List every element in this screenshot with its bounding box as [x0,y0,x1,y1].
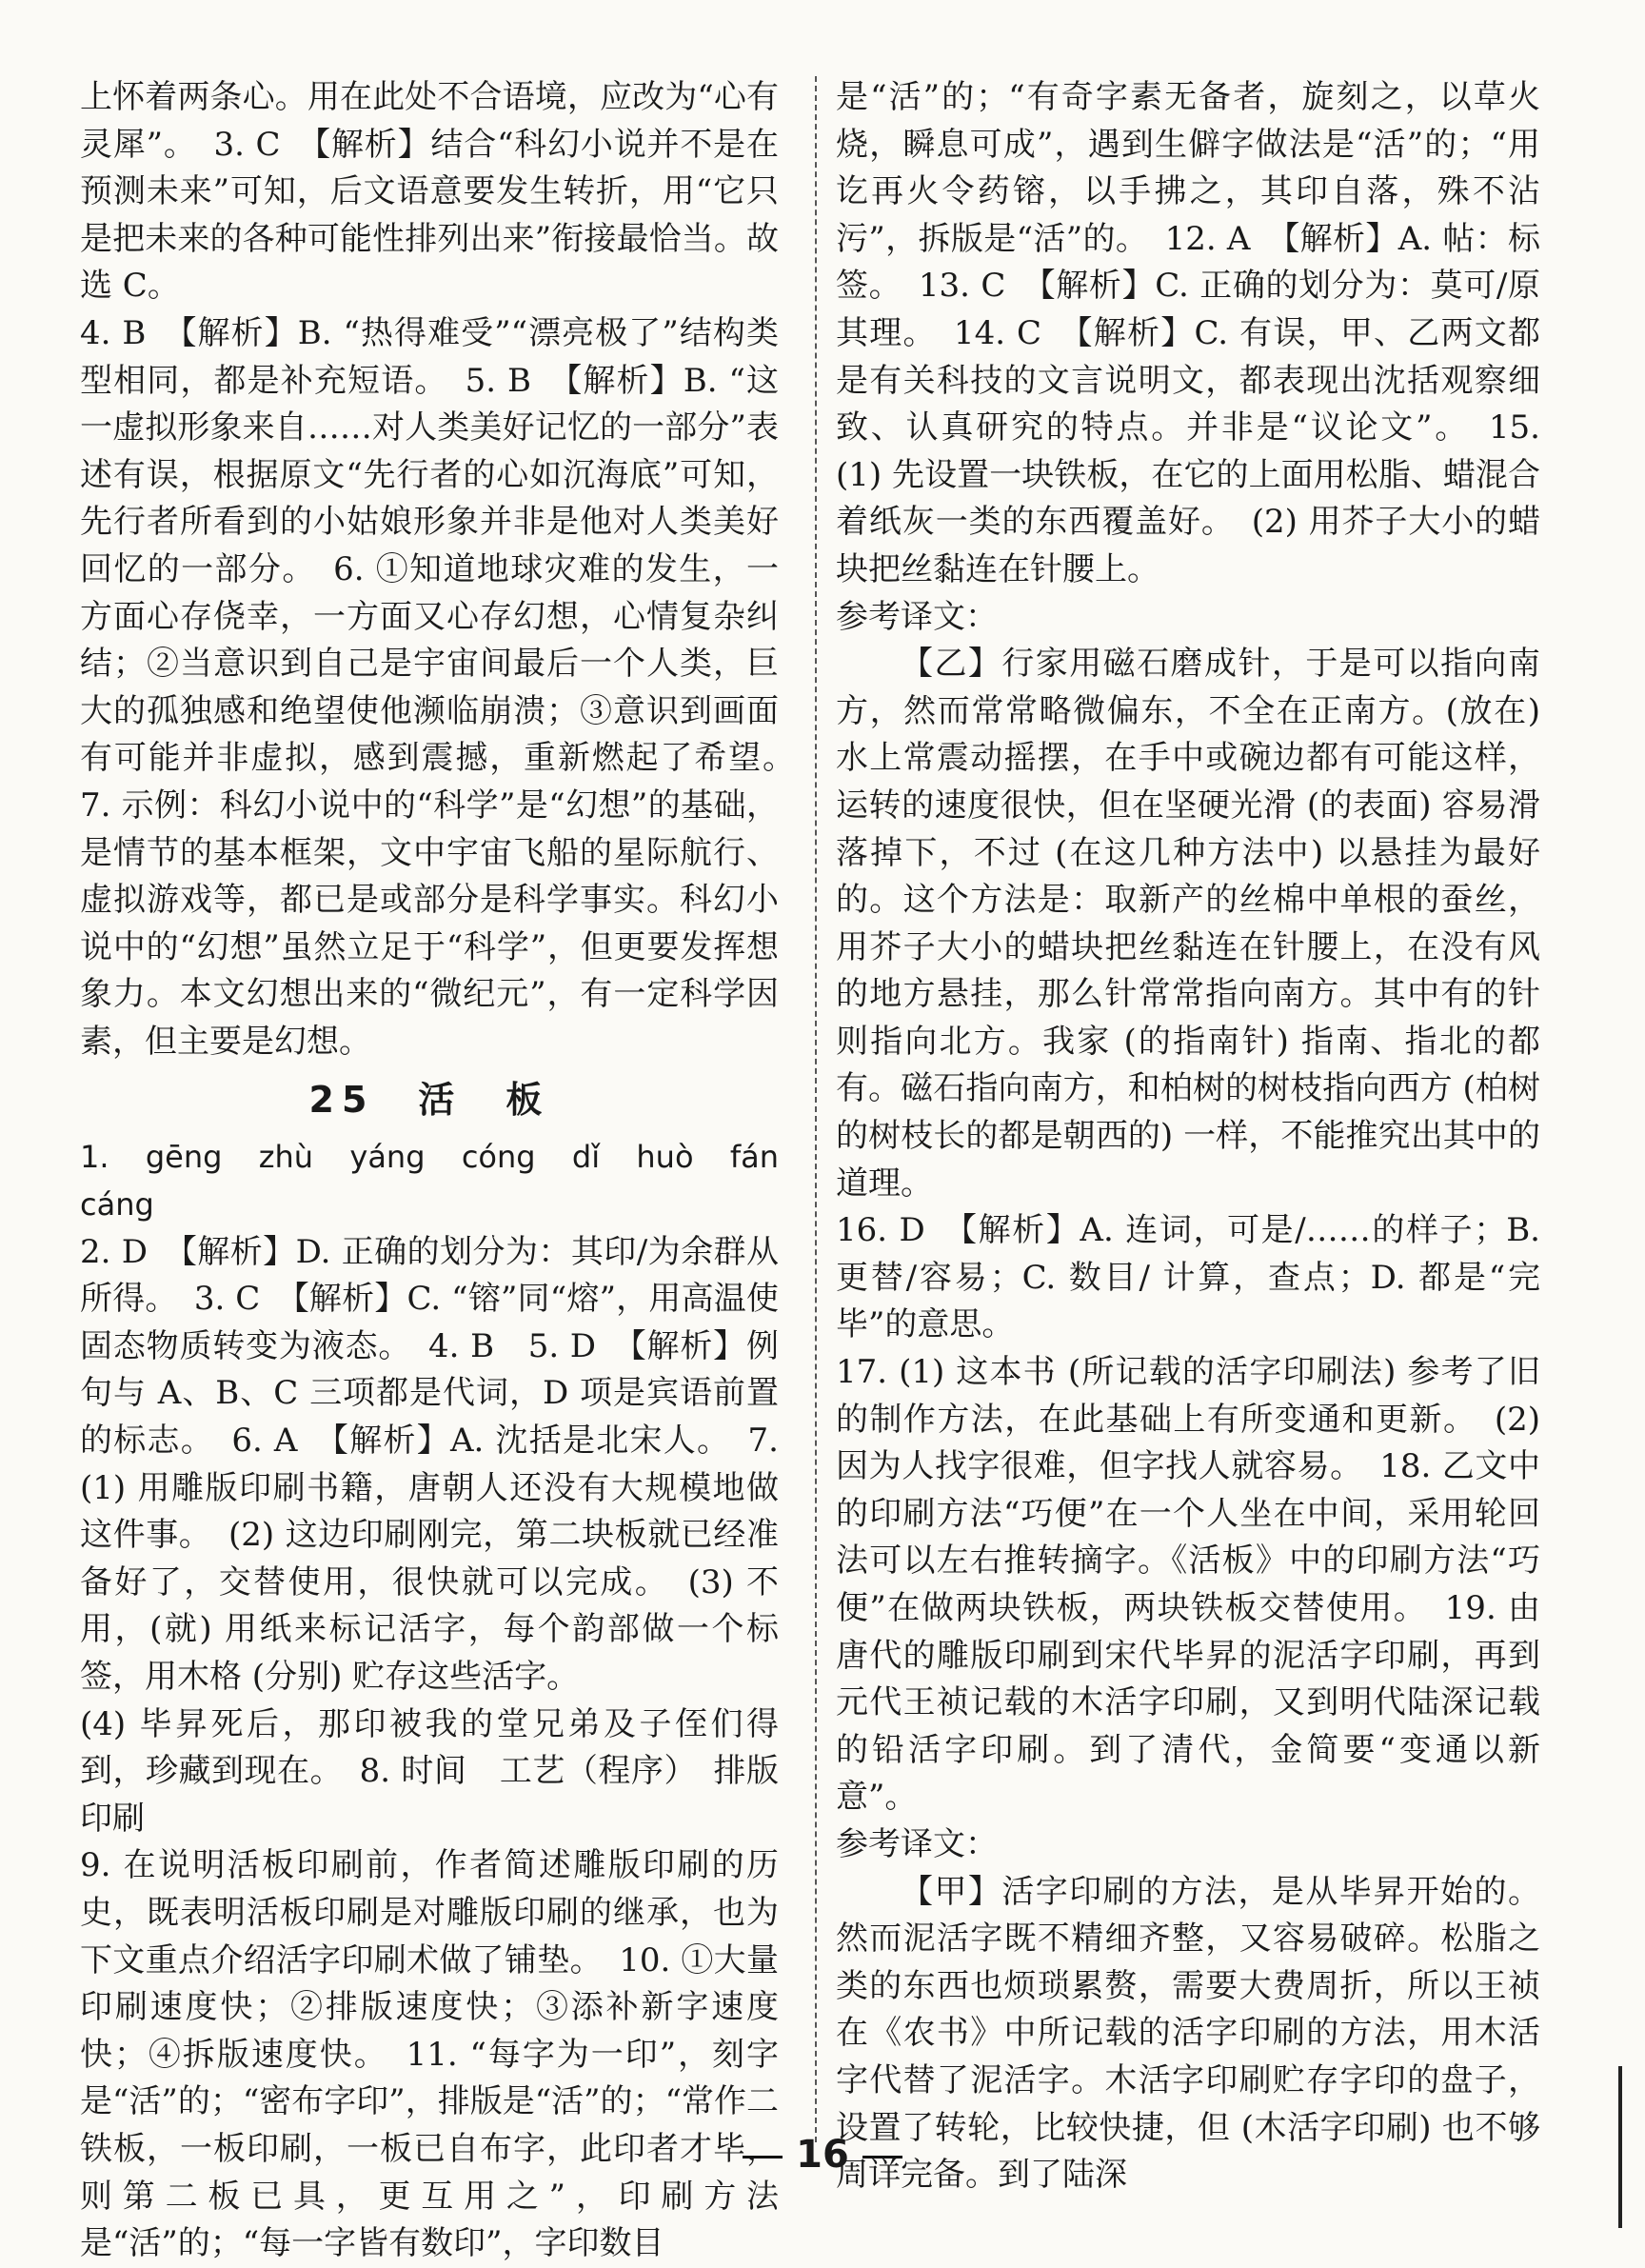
page-number-dash-right [862,2156,902,2159]
left-paragraph-4: (4) 毕昇死后，那印被我的堂兄弟及子侄们得到，珍藏到现在。 8. 时间 工艺（程序） 排版 印刷 [80,1704,811,1838]
page-number-text: 16 [796,2133,849,2177]
section-title: 25 活 板 [308,1079,550,1122]
left-column [80,74,811,2268]
edge-rule [1618,2066,1622,2228]
right-paragraph-1: 是“活”的；“有奇字素无备者，旋刻之，以草火烧，瞬息可成”，遇到生僻字做法是“活”的；“用讫再火令药镕，以手拂之，其印自落，殊不沾污”，拆版是“活”的。 12. A 【解析】A. 帖：标签。 13. C 【解析】C. 正确的划分为：莫可/原其理。 14. C 【解析】C. 有误，甲、乙两文都是有关科技的文言说明文，都表现出沈括观察细致、认真研究的特点。并非是“议论文”。 15. (1) 先设置一块铁板，在它的上面用松脂、蜡混合着纸灰一类的东西覆盖好。 (2) 用芥子大小的蜡块把丝黏连在针腰上。 [836,78,1540,588]
translation-yi: 【乙】行家用磁石磨成针，于是可以指向南方，然而常常略微偏东，不全在正南方。(放在) 水上常震动摇摆，在手中或碗边都有可能这样，运转的速度很快，但在坚硬光滑 (的表面) 容易滑落掉下，不过 (在这几种方法中) 以悬挂为最好的。这个方法是：取新产的丝棉中单根的蚕丝，用芥子大小的蜡块把丝黏连在针腰上，在没有风的地方悬挂，那么针常常指向南方。其中有的针则指向北方。我家 (的指南针) 指南、指北的都有。磁石指向南方，和柏树的树枝指向西方 (柏树的树枝长的都是朝西的) 一样，不能推究出其中的道理。 [836,645,1540,1203]
reference-translation-label-1: 参考译文： [836,597,998,636]
right-paragraph-4: 17. (1) 这本书 (所记载的活字印刷法) 参考了旧的制作方法，在此基础上有所变通和更新。 (2) 因为人找字很难，但字找人就容易。 18. 乙文中的印刷方法“巧便”在一个人坐在中间，采用轮回法可以左右推转摘字。《活板》中的印刷方法“巧便”在做两块铁板，两块铁板交替使用。 19. 由唐代的雕版印刷到宋代毕昇的泥活字印刷，再到元代王祯记载的木活字印刷，又到明代陆深记载的铅活字印刷。到了清代，金简要“变通以新意”。 [836,1353,1540,1817]
reference-translation-label-2: 参考译文： [836,1824,998,1863]
left-paragraph-2: 4. B 【解析】B. “热得难受”“漂亮极了”结构类型相同，都是补充短语。 5. B 【解析】B. “这一虚拟形象来自……对人类美好记忆的一部分”表述有误，根据原文“先行者的心如沉海底”可知，先行者所看到的小姑娘形象并非是他对人类美好回忆的一部分。 6. ①知道地球灾难的发生，一方面心存侥幸，一方面又心存幻想，心情复杂纠结；②当意识到自己是宇宙间最后一个人类，巨大的孤独感和绝望使他濒临崩溃；③意识到画面有可能并非虚拟，感到震撼，重新燃起了希望。 7. 示例：科幻小说中的“科学”是“幻想”的基础，是情节的基本框架，文中宇宙飞船的星际航行、虚拟游戏等，都已是或部分是科学事实。科幻小说中的“幻想”虽然立足于“科学”，但更要发挥想象力。本文幻想出来的“微纪元”，有一定科学因素，但主要是幻想。 [80,313,811,1061]
column-divider [815,76,817,2142]
right-paragraph-3: 16. D 【解析】A. 连词，可是/……的样子；B. 更替/容易；C. 数目/ 计算，查点；D. 都是“完毕”的意思。 [836,1211,1540,1344]
right-column [836,74,1540,2199]
pinyin-answer: 1. gēng zhù yáng cóng dǐ huò fán cáng [80,1139,779,1224]
page-number-dash-left [743,2156,783,2159]
left-paragraph-1: 上怀着两条心。用在此处不合语境，应改为“心有灵犀”。 3. C 【解析】结合“科幻小说并不是在预测未来”可知，后文语意要发生转折，用“它只是把未来的各种可能性排列出来”衔接最恰当。故选 C。 [80,78,779,306]
left-paragraph-5: 9. 在说明活板印刷前，作者简述雕版印刷的历史，既表明活板印刷是对雕版印刷的继承，也为下文重点介绍活字印刷术做了铺垫。 10. ①大量印刷速度快；②排版速度快；③添补新字速度快；④拆版速度快。 11. “每字为一印”，刻字是“活”的；“密布字印”，排版是“活”的；“常作二铁板，一板印刷，一板已自布字，此印者才毕，则第二板已具，更互用之”，印刷方法是“活”的；“每一字皆有数印”，字印数目 [80,1846,779,2263]
left-paragraph-3: 2. D 【解析】D. 正确的划分为：其印/为余群从所得。 3. C 【解析】C. “镕”同“熔”，用高温使固态物质转变为液态。 4. B 5. D 【解析】例句与 A、B、C 三项都是代词，D 项是宾语前置的标志。 6. A 【解析】A. 沈括是北宋人。 7. (1) 用雕版印刷书籍，唐朝人还没有大规模地做这件事。 (2) 这边印刷刚完，第二块板就已经准备好了，交替使用，很快就可以完成。 (3) 不用，(就) 用纸来标记活字，每个韵部做一个标签，用木格 (分别) 贮存这些活字。 [80,1232,779,1696]
page-number [0,2133,1645,2177]
translation-jia: 【甲】活字印刷的方法，是从毕昇开始的。然而泥活字既不精细齐整，又容易破碎。松脂之类的东西也烦琐累赘，需要大费周折，所以王祯在《农书》中所记载的活字印刷的方法，用木活字代替了泥活字。木活字印刷贮存字印的盘子，设置了转轮，比较快捷，但 (木活字印刷) 也不够周详完备。到了陆深 [836,1872,1540,2195]
